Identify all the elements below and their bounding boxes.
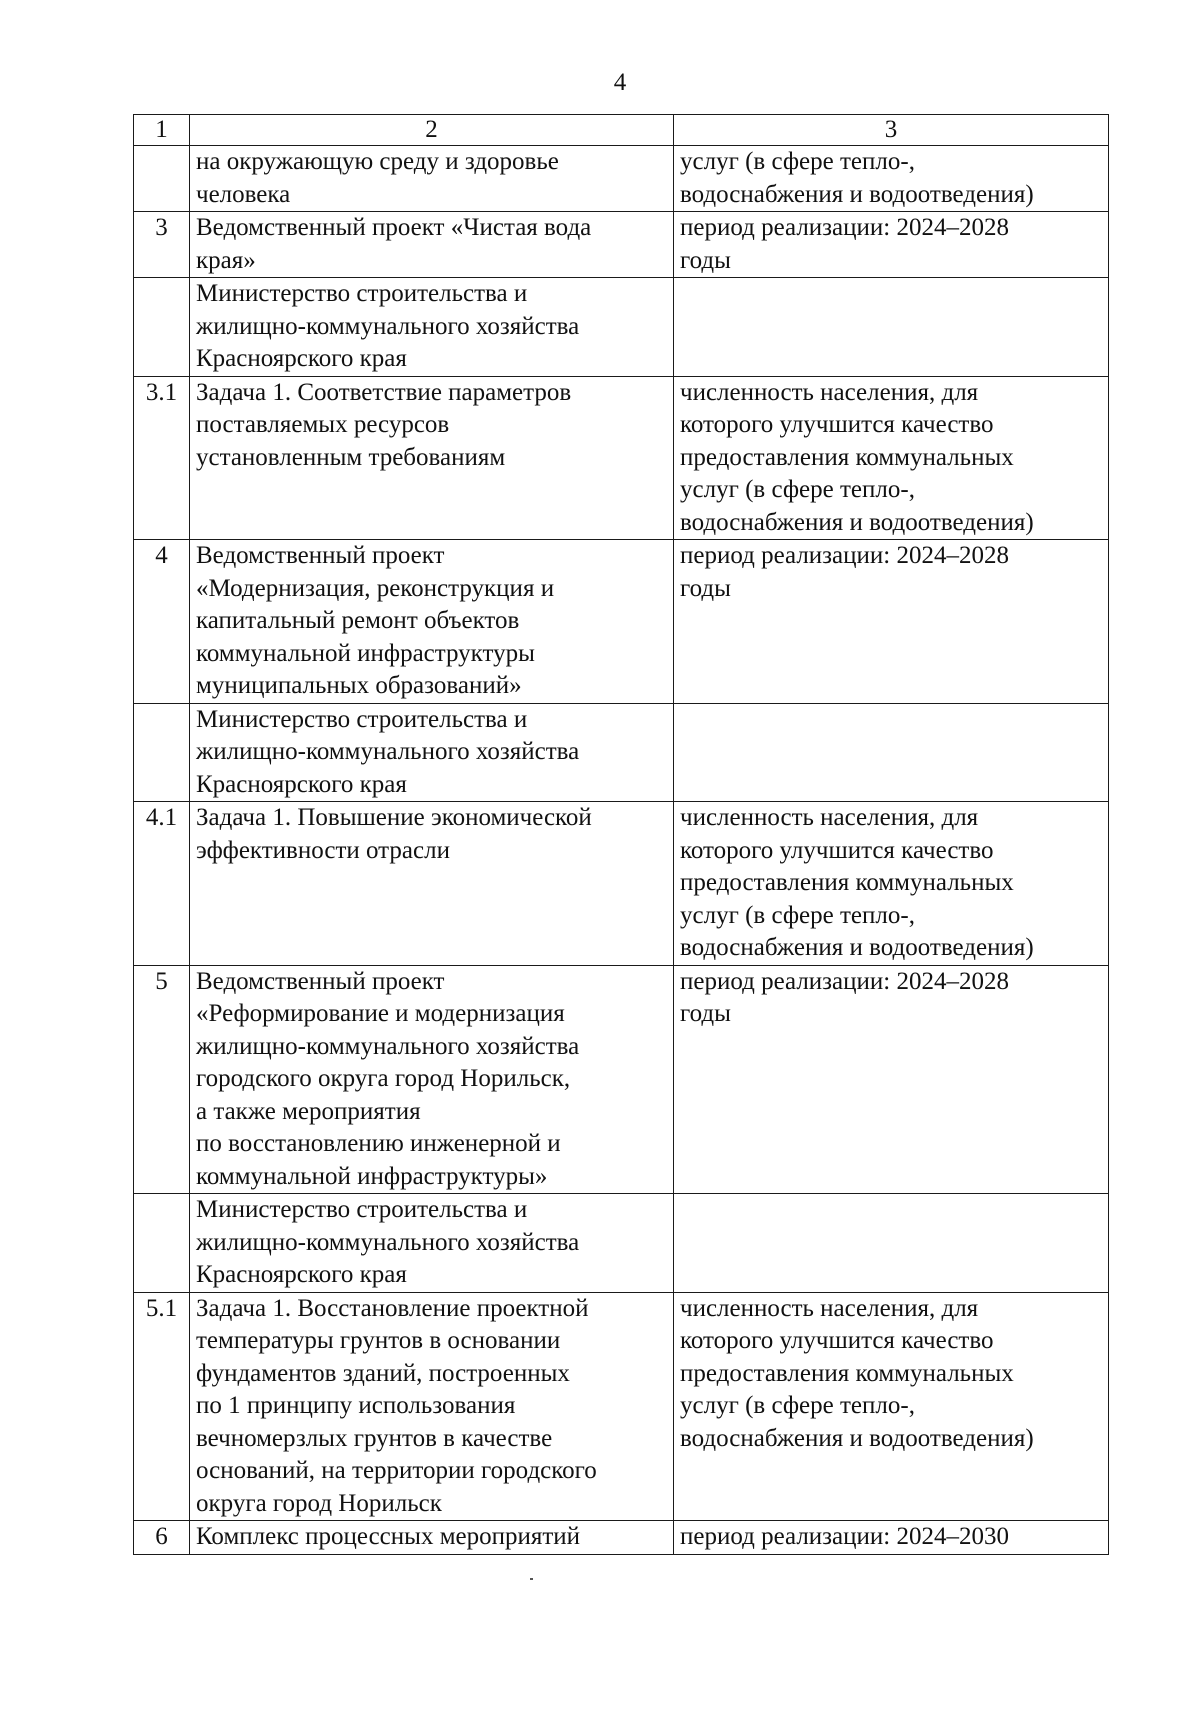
- description-cell: Министерство строительства и жилищно-коммунального хозяйства Красноярского края: [190, 1194, 674, 1293]
- scan-speck: [530, 1578, 533, 1580]
- header-cell-2: 2: [190, 115, 674, 146]
- description-cell: Министерство строительства и жилищно-коммунального хозяйства Красноярского края: [190, 703, 674, 802]
- row-number-cell: 5: [134, 965, 190, 1194]
- indicator-cell: период реализации: 2024–2028 годы: [674, 540, 1109, 704]
- row-number-cell: 6: [134, 1521, 190, 1555]
- indicator-cell: [674, 703, 1109, 802]
- table-row: [134, 212, 1109, 278]
- row-number-cell: 5.1: [134, 1292, 190, 1521]
- row-number-cell: 3: [134, 212, 190, 278]
- table-row: [134, 540, 1109, 704]
- indicator-cell: численность населения, для которого улучшится качество предоставления коммунальных услуг (в сфере тепло-, водоснабжения и водоотведения): [674, 802, 1109, 966]
- table-body: [134, 115, 1109, 1555]
- document-table: [133, 114, 1109, 1555]
- description-cell: Задача 1. Соответствие параметров поставляемых ресурсов установленным требованиям: [190, 376, 674, 540]
- table-header-row: [134, 115, 1109, 146]
- description-cell: Комплекс процессных мероприятий: [190, 1521, 674, 1555]
- table-row: [134, 278, 1109, 377]
- table-row: [134, 802, 1109, 966]
- description-cell: Министерство строительства и жилищно-коммунального хозяйства Красноярского края: [190, 278, 674, 377]
- table-row: [134, 1194, 1109, 1293]
- row-number-cell: 3.1: [134, 376, 190, 540]
- row-number-cell: [134, 278, 190, 377]
- indicator-cell: период реализации: 2024–2028 годы: [674, 212, 1109, 278]
- indicator-cell: численность населения, для которого улучшится качество предоставления коммунальных услуг (в сфере тепло-, водоснабжения и водоотведения): [674, 1292, 1109, 1521]
- table-row: [134, 965, 1109, 1194]
- indicator-cell: [674, 1194, 1109, 1293]
- table-row: [134, 703, 1109, 802]
- description-cell: Задача 1. Восстановление проектной температуры грунтов в основании фундаментов зданий, построенных по 1 принципу использования вечномерзлых грунтов в качестве оснований, на территории городского округа город Норильск: [190, 1292, 674, 1521]
- description-cell: на окружающую среду и здоровье человека: [190, 146, 674, 212]
- row-number-cell: [134, 1194, 190, 1293]
- table-row: [134, 1292, 1109, 1521]
- indicator-cell: период реализации: 2024–2030: [674, 1521, 1109, 1555]
- indicator-cell: [674, 278, 1109, 377]
- table-row: [134, 376, 1109, 540]
- indicator-cell: период реализации: 2024–2028 годы: [674, 965, 1109, 1194]
- table-row: [134, 146, 1109, 212]
- header-cell-3: 3: [674, 115, 1109, 146]
- description-cell: Ведомственный проект «Реформирование и модернизация жилищно-коммунального хозяйства городского округа город Норильск, а также мероприятия по восстановлению инженерной и коммунальной инфраструктуры»: [190, 965, 674, 1194]
- description-cell: Ведомственный проект «Модернизация, реконструкция и капитальный ремонт объектов коммунальной инфраструктуры муниципальных образований»: [190, 540, 674, 704]
- page-number: 4: [613, 69, 627, 96]
- row-number-cell: [134, 703, 190, 802]
- row-number-cell: [134, 146, 190, 212]
- row-number-cell: 4.1: [134, 802, 190, 966]
- indicator-cell: услуг (в сфере тепло-, водоснабжения и водоотведения): [674, 146, 1109, 212]
- indicator-cell: численность населения, для которого улучшится качество предоставления коммунальных услуг (в сфере тепло-, водоснабжения и водоотведения): [674, 376, 1109, 540]
- row-number-cell: 4: [134, 540, 190, 704]
- header-cell-1: 1: [134, 115, 190, 146]
- table-row: [134, 1521, 1109, 1555]
- description-cell: Ведомственный проект «Чистая вода края»: [190, 212, 674, 278]
- description-cell: Задача 1. Повышение экономической эффективности отрасли: [190, 802, 674, 966]
